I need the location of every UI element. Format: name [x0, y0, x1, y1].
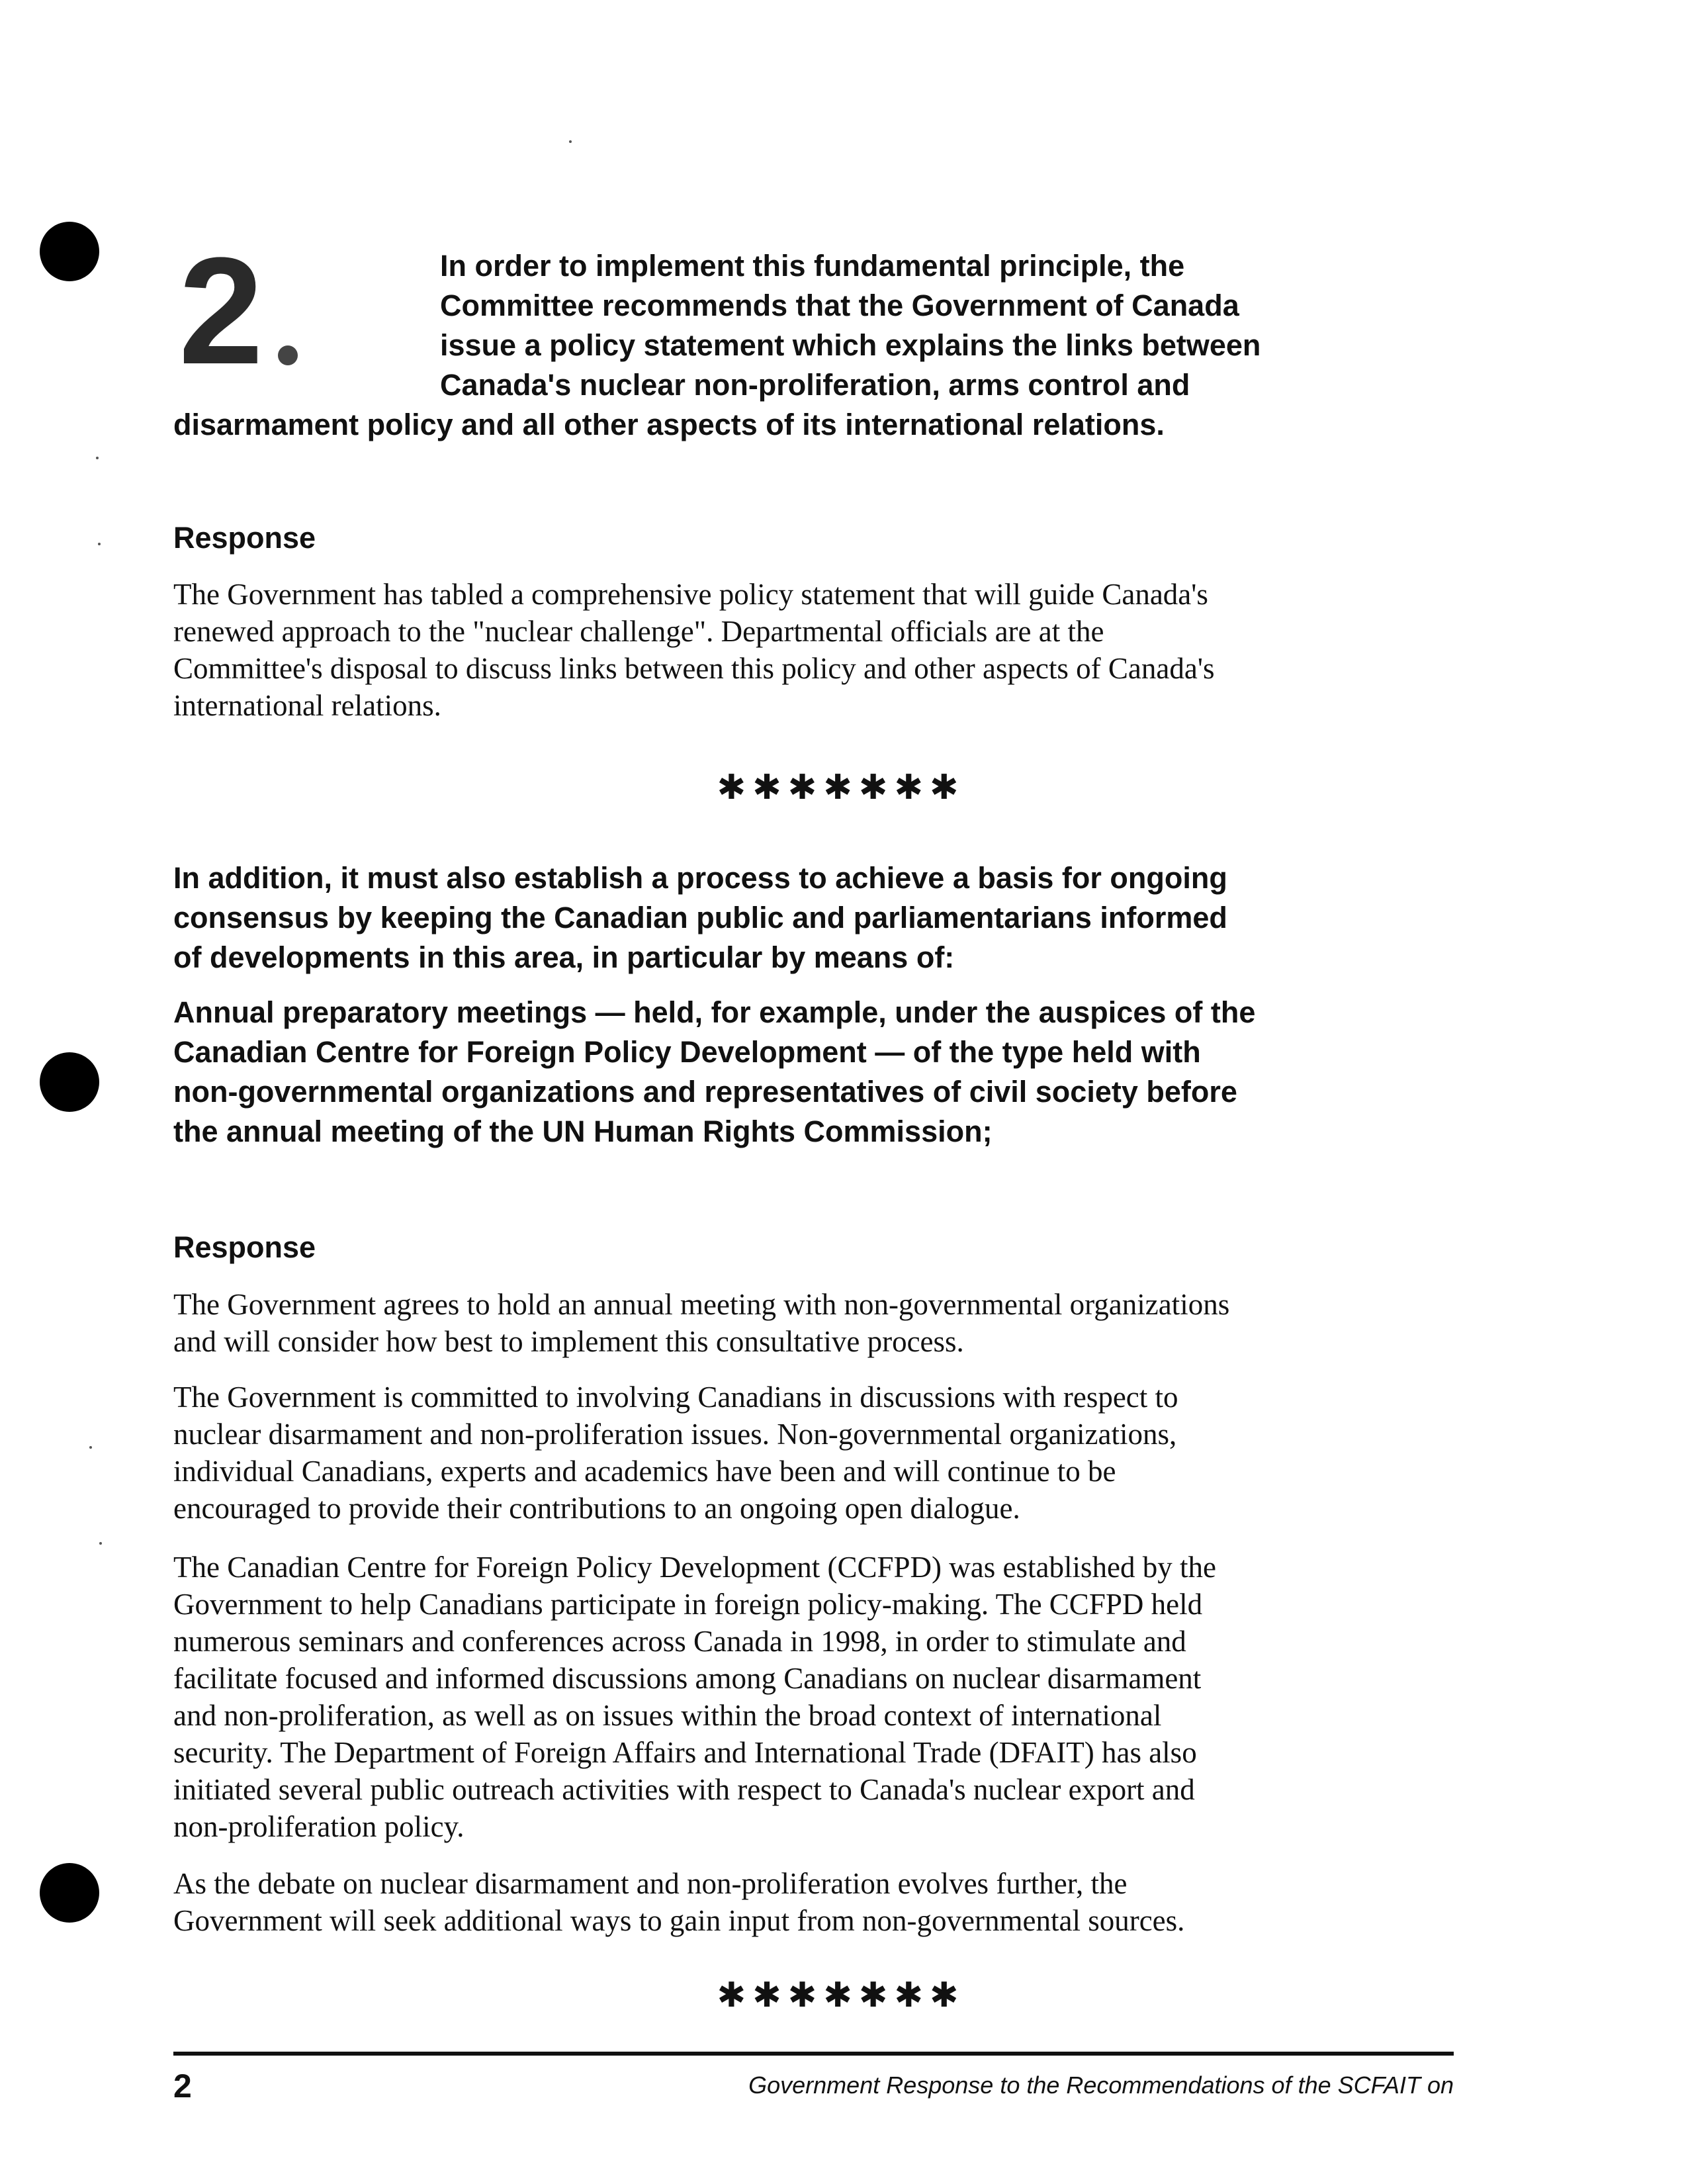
binder-hole-top [40, 222, 99, 281]
response-paragraph: The Government is committed to involving Canadians in discussions with respect to nuclear disarmament and non-proliferation issues. Non-governmental organizations, individual Canadians, experts and academics have been and will continue to be encouraged to provide their contributions to an ongoing open dialogue. [173, 1381, 1178, 1525]
running-footer: Government Response to the Recommendations of the SCFAIT on [748, 2071, 1454, 2099]
section-separator: ✱✱✱✱✱✱✱ [717, 768, 965, 807]
scan-speck [98, 543, 101, 545]
footer-rule [173, 2052, 1454, 2056]
recommendation-line-1: In order to implement this fundamental principle, the [440, 249, 1185, 283]
binder-hole-bottom [40, 1863, 99, 1923]
scan-speck [569, 140, 572, 143]
scan-speck [99, 1542, 102, 1545]
recommendation-item: Annual preparatory meetings — held, for example, under the auspices of the Canadian Centre for Foreign Policy Development — of the type held with non-governmental organizations and representatives of civil society before the annual meeting of the UN Human Rights Commission; [173, 995, 1256, 1148]
recommendation-intro: In addition, it must also establish a process to achieve a basis for ongoing consensus by keeping the Canadian public and parliamentarians informed of developments in this area, in particular by means of: [173, 861, 1227, 974]
page-number: 2 [173, 2068, 192, 2105]
response-heading: Response [173, 1230, 316, 1264]
section-separator: ✱✱✱✱✱✱✱ [717, 1976, 965, 2015]
response-heading: Response [173, 521, 316, 555]
numeral-bullet [278, 345, 298, 365]
recommendation-number: 2 [179, 226, 263, 396]
recommendation-line-3: issue a policy statement which explains the links between [440, 328, 1261, 362]
binder-hole-middle [40, 1052, 99, 1112]
recommendation-line-2: Committee recommends that the Government of Canada [440, 289, 1239, 322]
response-paragraph: The Canadian Centre for Foreign Policy Development (CCFPD) was established by the Government to help Canadians participate in foreign policy-making. The CCFPD held numerous seminars and conferences across Canada in 1998, in order to stimulate and facilitate focused and informed discussions among Canadians on nuclear disarmament and non-proliferation, as well as on issues within the broad context of international security. The Department of Foreign Affairs and International Trade (DFAIT) has also initiated several public outreach activities with respect to Canada's nuclear export and non-proliferation policy. [173, 1551, 1216, 1843]
response-paragraph: As the debate on nuclear disarmament and non-proliferation evolves further, the Government will seek additional ways to gain input from non-governmental sources. [173, 1867, 1185, 1937]
scan-speck [96, 457, 99, 459]
scan-speck [89, 1446, 92, 1449]
recommendation-line-5: disarmament policy and all other aspects of its international relations. [173, 408, 1165, 441]
response-paragraph: The Government agrees to hold an annual meeting with non-governmental organizations and will consider how best to implement this consultative process. [173, 1288, 1230, 1358]
response-paragraph: The Government has tabled a comprehensive policy statement that will guide Canada's renewed approach to the "nuclear challenge". Departmental officials are at the Committee's disposal to discuss links between this policy and other aspects of Canada's international relations. [173, 578, 1215, 722]
recommendation-line-4: Canada's nuclear non-proliferation, arms control and [440, 368, 1190, 402]
